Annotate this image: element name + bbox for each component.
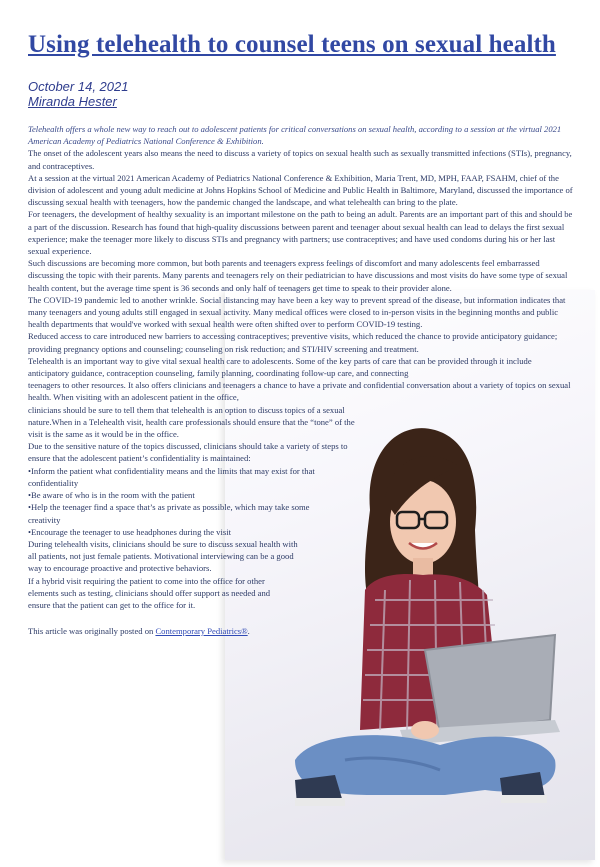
paragraph: During telehealth visits, clinicians should be sure to discuss sexual health with all patients, not just female patients. Motivational interviewing can be a good way to encourage proactive and protective behaviors. [28,538,298,574]
paragraph: Such discussions are becoming more common, but both parents and teenagers express feelings of discomfort and many adolescents feel embarrassed discussing the topic with their parents. Many parents and teenagers rely on their pediatrician to have discussions and most visits do have some type of sexual health content, but the average time spent is 36 seconds and only half of teenagers get time to speak to their provider alone. [28,258,568,293]
paragraph: At a session at the virtual 2021 American Academy of Pediatrics National Conference & Exhibition, Maria Trent, MD, MPH, FAAP, FSAHM, chief of the division of adolescent and young adult medicine at Johns Hopkins School of Medicine and Public Health in Baltimore, Maryland, discussed the importance of discussing sexual health with teenagers, how the pandemic changed the landscape, and what telehealth can bring to the plate. [28,172,573,208]
paragraph: The COVID-19 pandemic led to another wrinkle. Social distancing may have been a key way to prevent spread of the disease, but information indicates that many teenagers and young adults still engaged in sexual activity. Many medical offices were closed to in-person visits in the beginning months and public health departments that would've worked with sexual health were often shifted over to perform COVID-19 testing. [28,294,566,330]
laptop-screen [425,635,555,735]
list-item: •Help the teenager find a space that’s as private as possible, which may take some creativity [28,502,310,525]
confidentiality-steps-list [28,465,318,538]
article-date: October 14, 2021 [28,79,129,94]
source-note-suffix: . [247,626,250,637]
paragraph: The onset of the adolescent years also means the need to discuss a variety of topics on sexual health such as sexually transmitted infections (STIs), pregnancy, and contraceptives. [28,148,572,171]
paragraph: teenagers to other resources. It also offers clinicians and teenagers a chance to have a private and confidential conversation about a variety of topics on sexual health. When visiting with an adolescent patient in the office, [28,380,571,403]
paragraph: If a hybrid visit requiring the patient to come into the office for other elements such as testing, clinicians should offer support as needed and ensure that the patient can get to the office for it. [28,575,271,610]
article-title[interactable]: Using telehealth to counsel teens on sexual health [28,31,556,58]
list-item: •Be aware of who is in the room with the patient [28,490,195,501]
paragraph: For teenagers, the development of healthy sexuality is an important milestone on the path to being an adult. Parents are an important part of this and should be a part of the discussion. Research has found that high-quality discussions between parent and teenager about sexual health can lead to delays the first sexual experience; make the teenager more likely to discuss STIs and pregnancy with partners; use contraceptives; and have used condoms during his or her last sexual experience. [28,209,573,257]
article-lede: Telehealth offers a whole new way to reach out to adolescent patients for critical conversations on sexual health, according to a session at the virtual 2021 American Academy of Pediatrics National Conference & Exhibition. [28,124,562,147]
list-item: •Encourage the teenager to use headphones during the visit [28,526,231,537]
author-link[interactable]: Miranda Hester [28,94,117,109]
paragraph: clinicians should be sure to tell them that telehealth is an option to discuss topics of a sexual nature.When in a Telehealth visit, health care professionals should ensure that the “tone” of the visit is the same as it would be in the office. [28,404,355,440]
paragraph: Reduced access to care introduced new barriers to accessing contraceptives; preventive visits, which reduced the chance to provide anticipatory guidance; providing pregnancy options and counseling; counseling on risk reduction; and STI/HIV screening and treatment. [28,331,558,354]
article-body [28,123,574,637]
paragraph: Due to the sensitive nature of the topics discussed, clinicians should take a variety of steps to ensure that the adolescent patient’s confidentiality is maintained: [28,441,348,464]
paragraph: Telehealth is an important way to give vital sexual health care to adolescents. Some of the key parts of care that can be provided through it include anticipatory guidance, contraception counseling, family planning, coordinating follow-up care, and connecting [28,355,532,379]
contemporary-pediatrics-link[interactable]: Contemporary Pediatrics® [155,626,248,637]
source-note-prefix: This article was originally posted on [28,626,156,637]
source-note [28,625,574,637]
list-item: •Inform the patient what confidentiality means and the limits that may exist for that confidentiality [28,465,315,488]
